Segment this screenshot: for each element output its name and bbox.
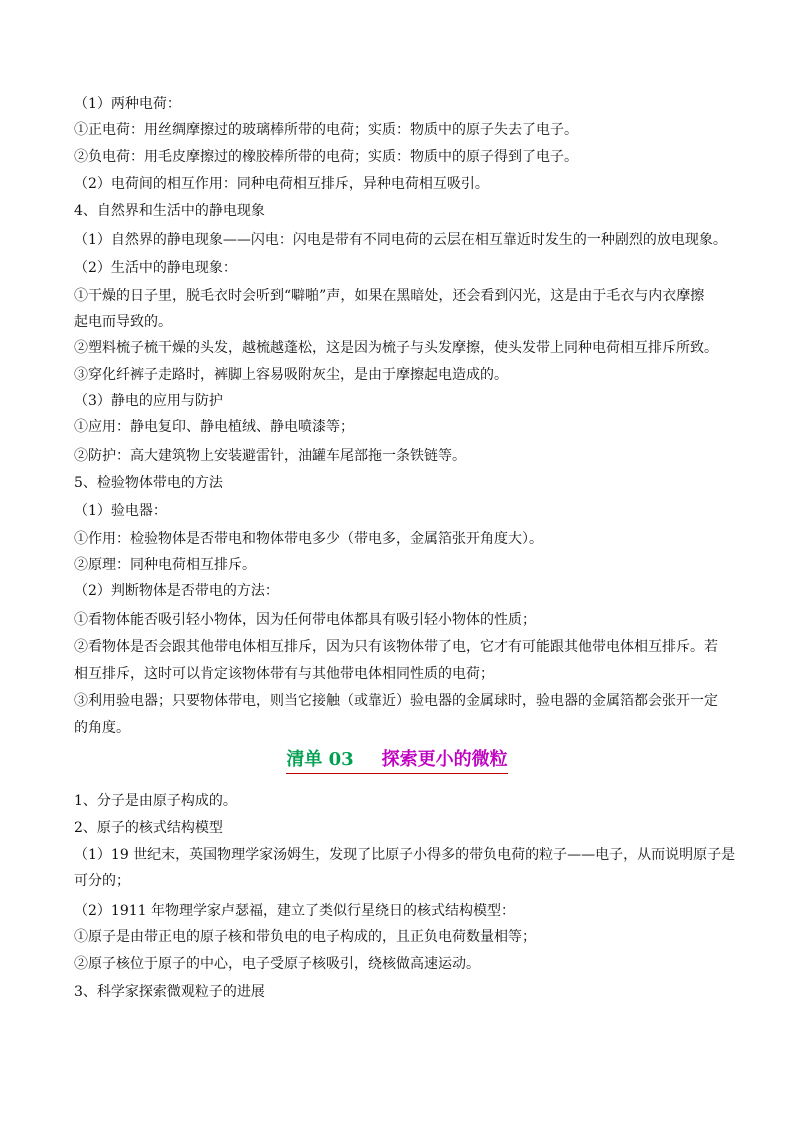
text-line: ②塑料梳子梳干燥的头发，越梳越蓬松，这是因为梳子与头发摩擦，使头发带上同种电荷相互排斥所致。 — [74, 340, 718, 356]
section-title: 探索更小的微粒 — [381, 749, 508, 770]
text-line: （2）1911 年物理学家卢瑟福，建立了类似行星绕日的核式结构模型： — [74, 903, 515, 919]
text-line: ①正电荷：用丝绸摩擦过的玻璃棒所带的电荷；实质：物质中的原子失去了电子。 — [74, 122, 578, 138]
text-line: ①应用：静电复印、静电植绒、静电喷漆等； — [74, 419, 354, 435]
text-line: ③利用验电器；只要物体带电，则当它接触（或靠近）验电器的金属球时，验电器的金属箔都会张开一定 — [74, 693, 718, 709]
text-line: （2）电荷间的相互作用：同种电荷相互排斥，异种电荷相互吸引。 — [74, 176, 489, 192]
text-line: ①看物体能否吸引轻小物体，因为任何带电体都具有吸引轻小物体的性质； — [74, 612, 536, 628]
text-line: （2）生活中的静电现象： — [74, 260, 237, 276]
text-line: 2、原子的核式结构模型 — [74, 820, 223, 836]
text-line: （1）两种电荷： — [74, 96, 181, 112]
text-line: ②负电荷：用毛皮摩擦过的橡胶棒所带的电荷；实质：物质中的原子得到了电子。 — [74, 149, 578, 165]
text-line: ①干燥的日子里，脱毛衣时会听到“噼啪”声，如果在黑暗处，还会看到闪光，这是由于毛衣与内衣摩擦 — [74, 288, 705, 304]
text-line: （1）19 世纪末，英国物理学家汤姆生，发现了比原子小得多的带负电荷的粒子——电子，从而说明原子是 — [74, 847, 736, 863]
text-line: 起电而导致的。 — [74, 314, 172, 330]
text-line: （2）判断物体是否带电的方法： — [74, 583, 279, 599]
text-line: ①原子是由带正电的原子核和带负电的电子构成的，且正负电荷数量相等； — [74, 929, 536, 945]
text-line: 4、自然界和生活中的静电现象 — [74, 203, 265, 219]
text-line: （3）静电的应用与防护 — [74, 393, 223, 409]
section-number: 清单 03 — [286, 749, 354, 770]
text-line: （1）验电器： — [74, 503, 167, 519]
text-line: ②原理：同种电荷相互排斥。 — [74, 557, 256, 573]
text-line: ③穿化纤裤子走路时，裤脚上容易吸附灰尘，是由于摩擦起电造成的。 — [74, 367, 508, 383]
text-line: ②防护：高大建筑物上安装避雷针，油罐车尾部拖一条铁链等。 — [74, 448, 466, 464]
text-line: 5、检验物体带电的方法 — [74, 475, 223, 491]
text-line: （1）自然界的静电现象——闪电：闪电是带有不同电荷的云层在相互靠近时发生的一种剧烈的放电现象。 — [74, 232, 727, 248]
section-heading — [0, 748, 794, 774]
text-line: ①作用：检验物体是否带电和物体带电多少（带电多，金属箔张开角度大）。 — [74, 531, 543, 547]
text-line: 3、科学家探索微观粒子的进展 — [74, 984, 265, 1000]
text-line: 可分的； — [74, 873, 130, 889]
text-line: 相互排斥，这时可以肯定该物体带有与其他带电体相同性质的电荷； — [74, 666, 494, 682]
text-line: ②看物体是否会跟其他带电体相互排斥，因为只有该物体带了电，它才有可能跟其他带电体相互排斥。若 — [74, 639, 718, 655]
text-line: 的角度。 — [74, 720, 130, 736]
text-line: ②原子核位于原子的中心，电子受原子核吸引，绕核做高速运动。 — [74, 956, 480, 972]
text-line: 1、分子是由原子构成的。 — [74, 793, 237, 809]
